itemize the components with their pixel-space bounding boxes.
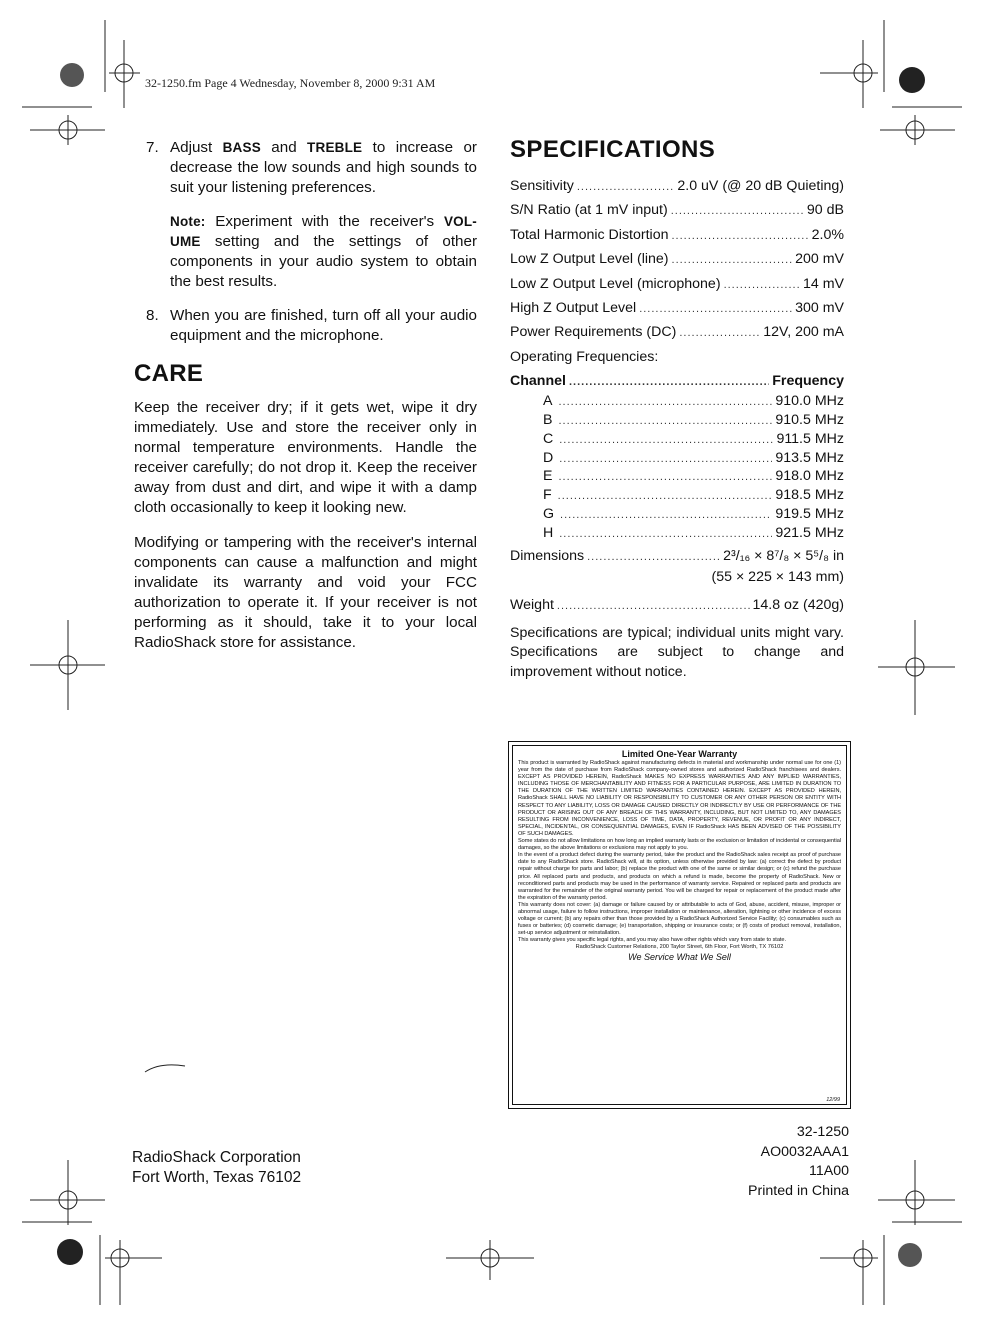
warranty-inner-border	[512, 745, 847, 1105]
warranty-code: 12/99	[826, 1097, 840, 1103]
file-header-line: 32-1250.fm Page 4 Wednesday, November 8, 2000 9:31 AM	[145, 76, 436, 90]
warranty-title: Limited One-Year Warranty	[621, 749, 738, 759]
channel-frequency: 918.0 MHz	[775, 468, 844, 485]
step-7-text: Adjust	[170, 139, 223, 156]
step-7-text-rest: to increase or decrease the low sounds and high sounds to suit your listening preferences.	[170, 139, 477, 196]
spec-value: 14 mV	[802, 275, 844, 292]
spec-label: Low Z Output Level (microphone)	[510, 275, 721, 292]
step-7-number: 7.	[146, 139, 159, 156]
channel-column-header: Channel	[510, 373, 566, 390]
step-8-number: 8.	[146, 307, 159, 324]
warranty-paragraph: This warranty does not cover: (a) damage or failure caused by or attributable to acts of God, abuse, accident, misuse, improper or abnormal usage, failure to follow instructions, improper installation or maintenance, alteration, lightning or other incidence of excess voltage or current; (b) any repairs other than those provided by a RadioShack Authorized Service Facility; (c) consumables such as fuses or batteries; (d) cosmetic damage; (e) transportation, shipping or insurance costs; or (f) costs of product removal, installation, set-up service adjustment or reinstallation.	[518, 901, 841, 937]
operating-frequencies-label-row	[510, 349, 844, 373]
spec-value: 12V, 200 mA	[763, 324, 844, 341]
model-number: 32-1250	[796, 1124, 849, 1140]
operating-frequencies-label: Operating Frequencies:	[510, 348, 659, 365]
spec-row	[510, 324, 844, 348]
channel-frequency: 919.5 MHz	[775, 505, 844, 522]
care-paragraph-1: Keep the receiver dry; if it gets wet, wipe it dry immediately. Use and store the receiver only in normal temperature environments. Handle the receiver carefully; do not drop it. Keep the receiver away from dust and dirt, and wipe it with a damp cloth occasionally to keep it looking new.	[134, 399, 477, 516]
spec-row	[510, 300, 844, 324]
spec-label: High Z Output Level	[510, 299, 637, 316]
left-column	[134, 138, 477, 668]
frequency-column-header: Frequency	[772, 373, 844, 390]
warranty-motto: We Service What We Sell	[628, 952, 731, 963]
note-text: Experiment with the receiver's	[205, 213, 444, 230]
spec-row	[510, 276, 844, 300]
weight-row	[510, 597, 844, 622]
channel-frequency: 913.5 MHz	[775, 449, 844, 466]
company-city: Fort Worth, Texas 76102	[132, 1169, 302, 1186]
warranty-body	[518, 760, 841, 944]
channel-frequency: 918.5 MHz	[775, 487, 844, 504]
company-address	[132, 1148, 301, 1188]
channel-letter: E	[543, 468, 553, 485]
spec-label: S/N Ratio (at 1 mV input)	[510, 202, 668, 219]
volume-keyword: VOL-UME	[170, 214, 477, 249]
channel-letter: D	[543, 449, 554, 466]
dimensions-metric: (55 × 225 × 143 mm)	[711, 568, 844, 585]
spec-label: Low Z Output Level (line)	[510, 251, 669, 268]
channel-frequency: 911.5 MHz	[776, 430, 844, 447]
spec-value: 90 dB	[806, 202, 844, 219]
specifications-note: Specifications are typical; individual units might vary. Specifications are subject to change and improvement without notice.	[510, 624, 844, 680]
spec-value: 300 mV	[795, 299, 844, 316]
specifications-column	[510, 136, 844, 682]
channel-letter: H	[543, 524, 554, 541]
warranty-address: RadioShack Customer Relations, 200 Taylor Street, 6th Floor, Fort Worth, TX 76102	[575, 944, 784, 951]
channel-letter: F	[543, 487, 552, 504]
channel-frequency: 921.5 MHz	[775, 524, 844, 541]
spec-value: 2.0%	[811, 226, 844, 243]
step-8-text: When you are finished, turn off all your audio equipment and the microphone.	[170, 307, 477, 344]
printed-in: Printed in China	[748, 1182, 849, 1199]
spec-row	[510, 251, 844, 275]
dimensions-value: 2³/₁₆ × 8⁷/₈ × 5⁵/₈ in	[723, 547, 844, 564]
dimensions-label: Dimensions	[510, 547, 585, 564]
spec-row	[510, 202, 844, 226]
date-code: 11A00	[809, 1163, 849, 1180]
warranty-paragraph: This product is warranted by RadioShack against manufacturing defects in material and workmanship under normal use for one (1) year from the date of purchase from RadioShack company-owned stores and authorized RadioShack franchisees and dealers. EXCEPT AS PROVIDED HEREIN, RadioShack MAKES NO EXPRESS WARRANTIES AND ANY IMPLIED WARRANTIES, INCLUDING THOSE OF MERCHANTABILITY AND FITNESS FOR A PARTICULAR PURPOSE, ARE LIMITED IN DURATION TO THE DURATION OF THE WRITTEN LIMITED WARRANTIES CONTAINED HEREIN. EXCEPT AS PROVIDED HEREIN, RadioShack SHALL HAVE NO LIABILITY OR RESPONSIBILITY TO CUSTOMER OR ANY OTHER PERSON OR ENTITY WITH RESPECT TO ANY LIABILITY, LOSS OR DAMAGE CAUSED DIRECTLY OR INDIRECTLY BY USE OR PERFORMANCE OF THE PRODUCT OR ARISING OUT OF ANY BREACH OF THIS WARRANTY, INCLUDING, BUT NOT LIMITED TO, ANY DAMAGES RESULTING FROM INCONVENIENCE, LOSS OF TIME, DATA, PROPERTY, REVENUE, OR PROFIT OR ANY INDIRECT, SPECIAL, INCIDENTAL, OR CONSEQUENTIAL DAMAGES, EVEN IF RadioShack HAS BEEN ADVISED OF THE POSSIBILITY OF SUCH DAMAGES.	[518, 760, 841, 837]
care-heading: CARE	[134, 360, 204, 387]
channel-row	[510, 412, 844, 431]
channel-table-header	[510, 373, 844, 393]
step-8	[134, 306, 477, 346]
part-number: AO0032AAA1	[760, 1143, 849, 1160]
spec-label: Power Requirements (DC)	[510, 324, 677, 341]
treble-keyword: TREBLE	[307, 140, 363, 155]
spec-row	[510, 227, 844, 251]
note-paragraph	[134, 212, 477, 292]
channel-letter: A	[543, 393, 553, 410]
warranty-box	[508, 741, 851, 1109]
channel-letter: C	[543, 430, 554, 447]
channel-row	[510, 487, 844, 506]
channel-row	[510, 431, 844, 450]
spec-label: Total Harmonic Distortion	[510, 226, 669, 243]
spec-label: Sensitivity	[510, 178, 574, 194]
dimensions-row	[510, 548, 844, 569]
channel-letter: G	[543, 505, 555, 522]
channel-row	[510, 450, 844, 469]
channel-row	[510, 393, 844, 412]
step-7-text-and: and	[260, 139, 308, 156]
product-codes	[748, 1123, 849, 1201]
company-name: RadioShack Corporation	[132, 1149, 301, 1166]
warranty-paragraph: This warranty gives you specific legal rights, and you may also have other rights which vary from state to state.	[518, 937, 786, 944]
spec-row	[510, 178, 844, 202]
warranty-paragraph: Some states do not allow limitations on how long an implied warranty lasts or the exclusion or limitation of incidental or consequential damages, so the above limitations or exclusions may not apply to you.	[518, 838, 841, 852]
care-paragraph-2: Modifying or tampering with the receiver's internal components can cause a malfunction and might invalidate its warranty and void your FCC authorization to operate it. If your receiver is not performing as it should, take it to your local RadioShack store for assistance.	[134, 534, 477, 651]
spec-value: 2.0 uV (@ 20 dB Quieting)	[677, 178, 844, 194]
warranty-paragraph: In the event of a product defect during the warranty period, take the product and the RadioShack sales receipt as proof of purchase date to any RadioShack store. RadioShack will, at its option, unless otherwise provided by law: (a) correct the defect by product repair without charge for parts and labor; (b) replace the product with one of the same or similar design; or (c) refund the purchase price. All replaced parts and products, and products on which a refund is made, become the property of RadioShack. New or reconditioned parts and products may be used in the performance of warranty service. Repaired or replaced parts and products are warranted for the remainder of the original warranty period. You will be charged for repair or replacement of the product made after the expiration of the warranty period.	[518, 852, 841, 901]
channel-frequency: 910.5 MHz	[775, 411, 844, 428]
weight-label: Weight	[510, 596, 554, 613]
channel-letter: B	[543, 411, 553, 428]
weight-value: 14.8 oz (420g)	[752, 596, 844, 613]
note-text-rest: setting and the settings of other components in your audio system to obtain the best results.	[170, 233, 477, 290]
step-7	[134, 138, 477, 198]
specifications-heading: SPECIFICATIONS	[510, 136, 716, 163]
channel-row	[510, 506, 844, 525]
spec-value: 200 mV	[795, 251, 844, 268]
channel-frequency: 910.0 MHz	[775, 393, 844, 410]
channel-row	[510, 525, 844, 544]
bass-keyword: BASS	[222, 140, 261, 155]
note-label: Note:	[170, 214, 206, 229]
channel-row	[510, 468, 844, 487]
